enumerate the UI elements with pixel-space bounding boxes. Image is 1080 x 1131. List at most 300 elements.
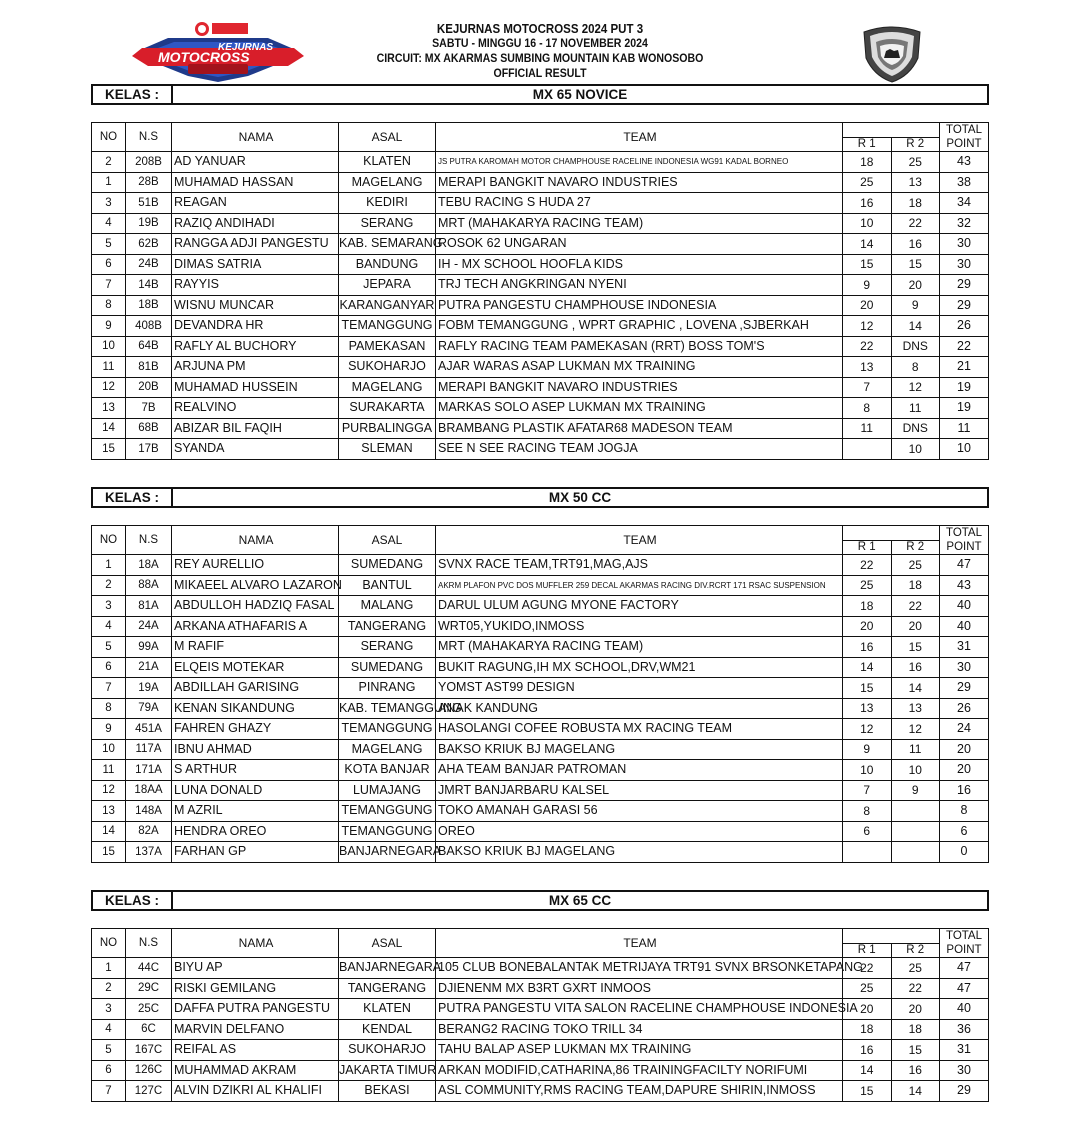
- cell-r2: 13: [891, 698, 940, 719]
- cell-asal: MALANG: [339, 596, 436, 617]
- cell-total: 47: [940, 958, 989, 979]
- cell-no: 2: [92, 152, 126, 173]
- cell-team: MRT (MAHAKARYA RACING TEAM): [436, 637, 843, 658]
- cell-nama: HENDRA OREO: [172, 821, 339, 842]
- cell-r2: [891, 801, 940, 822]
- kelas-value: MX 50 CC: [548, 490, 612, 505]
- cell-team: IH - MX SCHOOL HOOFLA KIDS: [436, 254, 843, 275]
- cell-nama: FARHAN GP: [172, 842, 339, 863]
- col-r1: R 1: [843, 540, 892, 555]
- cell-no: 3: [92, 596, 126, 617]
- table-row: [92, 1081, 989, 1102]
- table-row: [92, 1040, 989, 1061]
- cell-nama: MUHAMMAD AKRAM: [172, 1060, 339, 1081]
- cell-nama: REALVINO: [172, 398, 339, 419]
- col-r2: R 2: [891, 943, 940, 958]
- table-row: [92, 596, 989, 617]
- cell-asal: MAGELANG: [339, 739, 436, 760]
- cell-nama: AD YANUAR: [172, 152, 339, 173]
- table-row: [92, 555, 989, 576]
- cell-r1: 14: [843, 657, 892, 678]
- cell-total: 20: [940, 739, 989, 760]
- col-nama: NAMA: [172, 123, 339, 152]
- section-mx65-cc: [91, 890, 989, 1102]
- results-table: [91, 928, 989, 1102]
- cell-total: 43: [940, 152, 989, 173]
- cell-no: 11: [92, 357, 126, 378]
- cell-no: 12: [92, 377, 126, 398]
- cell-asal: SUMEDANG: [339, 657, 436, 678]
- cell-total: 16: [940, 780, 989, 801]
- col-no: NO: [92, 526, 126, 555]
- cell-ns: 82A: [126, 821, 172, 842]
- cell-team: JS PUTRA KAROMAH MOTOR CHAMPHOUSE RACELINE INDONESIA WG91 KADAL BORNEO: [436, 152, 843, 173]
- svg-text:KEJURNAS: KEJURNAS: [218, 42, 274, 53]
- cell-team: YOMST AST99 DESIGN: [436, 678, 843, 699]
- col-ns: N.S: [126, 526, 172, 555]
- cell-asal: SERANG: [339, 637, 436, 658]
- cell-nama: ELQEIS MOTEKAR: [172, 657, 339, 678]
- cell-total: 30: [940, 657, 989, 678]
- cell-total: 6: [940, 821, 989, 842]
- cell-no: 5: [92, 1040, 126, 1061]
- cell-r1: 14: [843, 1060, 892, 1081]
- cell-nama: BIYU AP: [172, 958, 339, 979]
- cell-no: 4: [92, 1019, 126, 1040]
- cell-r1: 8: [843, 398, 892, 419]
- cell-nama: REAGAN: [172, 193, 339, 214]
- table-row: [92, 657, 989, 678]
- cell-team: ANAK KANDUNG: [436, 698, 843, 719]
- cell-r1: 7: [843, 377, 892, 398]
- cell-r2: 8: [891, 357, 940, 378]
- cell-total: 31: [940, 637, 989, 658]
- cell-r2: 14: [891, 316, 940, 337]
- table-row: [92, 357, 989, 378]
- cell-r1: 13: [843, 698, 892, 719]
- kelas-label: KELAS :: [93, 86, 173, 103]
- table-row: [92, 780, 989, 801]
- cell-r1: 18: [843, 152, 892, 173]
- cell-nama: REY AURELLIO: [172, 555, 339, 576]
- kelas-label: KELAS :: [93, 892, 173, 909]
- cell-no: 5: [92, 234, 126, 255]
- cell-r2: 11: [891, 398, 940, 419]
- cell-total: 34: [940, 193, 989, 214]
- cell-team: SVNX RACE TEAM,TRT91,MAG,AJS: [436, 555, 843, 576]
- cell-no: 6: [92, 657, 126, 678]
- cell-r2: DNS: [891, 418, 940, 439]
- cell-nama: RANGGA ADJI PANGESTU: [172, 234, 339, 255]
- cell-asal: JEPARA: [339, 275, 436, 296]
- cell-r1: 25: [843, 172, 892, 193]
- cell-ns: 19A: [126, 678, 172, 699]
- cell-asal: JAKARTA TIMUR: [339, 1060, 436, 1081]
- cell-r2: 15: [891, 637, 940, 658]
- cell-team: DJIENENM MX B3RT GXRT INMOOS: [436, 978, 843, 999]
- cell-ns: 29C: [126, 978, 172, 999]
- cell-r1: 7: [843, 780, 892, 801]
- table-row: [92, 316, 989, 337]
- kelas-bar: [91, 890, 989, 911]
- cell-no: 13: [92, 398, 126, 419]
- table-row: [92, 821, 989, 842]
- col-team: TEAM: [436, 123, 843, 152]
- col-race-group: [843, 123, 940, 138]
- cell-no: 9: [92, 316, 126, 337]
- cell-team: MRT (MAHAKARYA RACING TEAM): [436, 213, 843, 234]
- table-row: [92, 698, 989, 719]
- cell-r1: 12: [843, 719, 892, 740]
- event-subtitle: OFFICIAL RESULT: [493, 68, 587, 80]
- cell-nama: ABIZAR BIL FAQIH: [172, 418, 339, 439]
- cell-ns: 20B: [126, 377, 172, 398]
- cell-total: 10: [940, 439, 989, 460]
- cell-asal: BANJARNEGARA: [339, 958, 436, 979]
- cell-total: 47: [940, 978, 989, 999]
- cell-ns: 167C: [126, 1040, 172, 1061]
- cell-asal: LUMAJANG: [339, 780, 436, 801]
- cell-ns: 14B: [126, 275, 172, 296]
- table-row: [92, 295, 989, 316]
- col-team: TEAM: [436, 929, 843, 958]
- cell-r2: 11: [891, 739, 940, 760]
- cell-nama: ARKANA ATHAFARIS A: [172, 616, 339, 637]
- col-asal: ASAL: [339, 526, 436, 555]
- cell-ns: 148A: [126, 801, 172, 822]
- cell-ns: 81B: [126, 357, 172, 378]
- cell-team: BERANG2 RACING TOKO TRILL 34: [436, 1019, 843, 1040]
- cell-no: 6: [92, 1060, 126, 1081]
- cell-no: 15: [92, 842, 126, 863]
- table-row: [92, 377, 989, 398]
- cell-total: 19: [940, 398, 989, 419]
- col-r1: R 1: [843, 943, 892, 958]
- cell-total: 26: [940, 316, 989, 337]
- cell-asal: PURBALINGGA: [339, 418, 436, 439]
- cell-r2: 20: [891, 275, 940, 296]
- col-no: NO: [92, 929, 126, 958]
- cell-total: 29: [940, 678, 989, 699]
- table-row: [92, 760, 989, 781]
- cell-nama: KENAN SIKANDUNG: [172, 698, 339, 719]
- cell-asal: KLATEN: [339, 152, 436, 173]
- cell-asal: BEKASI: [339, 1081, 436, 1102]
- col-ns: N.S: [126, 929, 172, 958]
- cell-ns: 408B: [126, 316, 172, 337]
- cell-no: 14: [92, 821, 126, 842]
- col-total: TOTAL POINT: [940, 123, 989, 152]
- cell-asal: MAGELANG: [339, 172, 436, 193]
- col-nama: NAMA: [172, 929, 339, 958]
- cell-asal: SUMEDANG: [339, 555, 436, 576]
- cell-nama: RISKI GEMILANG: [172, 978, 339, 999]
- cell-r1: 20: [843, 999, 892, 1020]
- cell-r1: 14: [843, 234, 892, 255]
- cell-r1: 10: [843, 213, 892, 234]
- section-mx50-cc: [91, 487, 989, 863]
- cell-team: OREO: [436, 821, 843, 842]
- cell-ns: 451A: [126, 719, 172, 740]
- cell-nama: ABDILLAH GARISING: [172, 678, 339, 699]
- cell-r2: 20: [891, 999, 940, 1020]
- cell-r1: 18: [843, 1019, 892, 1040]
- table-row: [92, 999, 989, 1020]
- cell-nama: MARVIN DELFANO: [172, 1019, 339, 1040]
- cell-r2: 10: [891, 760, 940, 781]
- cell-r1: 15: [843, 254, 892, 275]
- table-row: [92, 616, 989, 637]
- cell-no: 7: [92, 678, 126, 699]
- cell-ns: 68B: [126, 418, 172, 439]
- cell-asal: BANDUNG: [339, 254, 436, 275]
- cell-r2: 15: [891, 1040, 940, 1061]
- cell-no: 10: [92, 336, 126, 357]
- cell-team: ASL COMMUNITY,RMS RACING TEAM,DAPURE SHIRIN,INMOSS: [436, 1081, 843, 1102]
- cell-no: 6: [92, 254, 126, 275]
- col-team: TEAM: [436, 526, 843, 555]
- cell-no: 14: [92, 418, 126, 439]
- cell-total: 0: [940, 842, 989, 863]
- cell-team: 105 CLUB BONEBALANTAK METRIJAYA TRT91 SVNX BRSONKETAPANG: [436, 958, 843, 979]
- cell-no: 10: [92, 739, 126, 760]
- kelas-bar: [91, 487, 989, 508]
- cell-r1: 25: [843, 575, 892, 596]
- col-race-group: [843, 929, 940, 944]
- cell-no: 5: [92, 637, 126, 658]
- cell-nama: MIKAEEL ALVARO LAZARON: [172, 575, 339, 596]
- results-body: [92, 152, 989, 460]
- cell-asal: TANGERANG: [339, 978, 436, 999]
- table-row: [92, 801, 989, 822]
- col-total: TOTAL POINT: [940, 929, 989, 958]
- cell-r2: DNS: [891, 336, 940, 357]
- cell-team: MERAPI BANGKIT NAVARO INDUSTRIES: [436, 172, 843, 193]
- cell-team: FOBM TEMANGGUNG , WPRT GRAPHIC , LOVENA ,SJBERKAH: [436, 316, 843, 337]
- table-row: [92, 152, 989, 173]
- table-row: [92, 275, 989, 296]
- table-row: [92, 213, 989, 234]
- cell-team: HASOLANGI COFEE ROBUSTA MX RACING TEAM: [436, 719, 843, 740]
- cell-ns: 99A: [126, 637, 172, 658]
- cell-nama: WISNU MUNCAR: [172, 295, 339, 316]
- kelas-bar: [91, 84, 989, 105]
- cell-total: 36: [940, 1019, 989, 1040]
- cell-team: TAHU BALAP ASEP LUKMAN MX TRAINING: [436, 1040, 843, 1061]
- table-row: [92, 719, 989, 740]
- cell-asal: SUKOHARJO: [339, 357, 436, 378]
- cell-r1: 13: [843, 357, 892, 378]
- cell-asal: TEMANGGUNG: [339, 821, 436, 842]
- cell-team: WRT05,YUKIDO,INMOSS: [436, 616, 843, 637]
- table-row: [92, 418, 989, 439]
- cell-total: 40: [940, 616, 989, 637]
- results-body: [92, 555, 989, 863]
- cell-team: AKRM PLAFON PVC DOS MUFFLER 259 DECAL AKARMAS RACING DIV.RCRT 171 RSAC SUSPENSION: [436, 575, 843, 596]
- cell-asal: BANTUL: [339, 575, 436, 596]
- cell-team: RAFLY RACING TEAM PAMEKASAN (RRT) BOSS TOM'S: [436, 336, 843, 357]
- cell-r2: 18: [891, 193, 940, 214]
- kelas-label: KELAS :: [93, 489, 173, 506]
- cell-ns: 208B: [126, 152, 172, 173]
- cell-nama: SYANDA: [172, 439, 339, 460]
- cell-r2: 12: [891, 719, 940, 740]
- cell-r1: [843, 439, 892, 460]
- cell-total: 21: [940, 357, 989, 378]
- cell-total: 29: [940, 275, 989, 296]
- cell-asal: TANGERANG: [339, 616, 436, 637]
- cell-no: 1: [92, 172, 126, 193]
- cell-team: BUKIT RAGUNG,IH MX SCHOOL,DRV,WM21: [436, 657, 843, 678]
- results-table: [91, 122, 989, 460]
- cell-r2: [891, 842, 940, 863]
- cell-ns: 18B: [126, 295, 172, 316]
- cell-r1: 15: [843, 1081, 892, 1102]
- col-r2: R 2: [891, 540, 940, 555]
- cell-total: 40: [940, 999, 989, 1020]
- cell-r2: 16: [891, 1060, 940, 1081]
- cell-total: 20: [940, 760, 989, 781]
- cell-asal: TEMANGGUNG: [339, 801, 436, 822]
- cell-ns: 24A: [126, 616, 172, 637]
- cell-team: MARKAS SOLO ASEP LUKMAN MX TRAINING: [436, 398, 843, 419]
- cell-nama: S ARTHUR: [172, 760, 339, 781]
- cell-asal: BANJARNEGARA: [339, 842, 436, 863]
- cell-ns: 64B: [126, 336, 172, 357]
- cell-r1: 25: [843, 978, 892, 999]
- cell-team: ARKAN MODIFID,CATHARINA,86 TRAININGFACILTY NORIFUMI: [436, 1060, 843, 1081]
- cell-asal: SERANG: [339, 213, 436, 234]
- cell-no: 4: [92, 616, 126, 637]
- cell-ns: 6C: [126, 1019, 172, 1040]
- cell-nama: IBNU AHMAD: [172, 739, 339, 760]
- cell-no: 15: [92, 439, 126, 460]
- cell-ns: 18AA: [126, 780, 172, 801]
- cell-r2: 20: [891, 616, 940, 637]
- cell-nama: RAZIQ ANDIHADI: [172, 213, 339, 234]
- cell-ns: 171A: [126, 760, 172, 781]
- table-row: [92, 172, 989, 193]
- col-nama: NAMA: [172, 526, 339, 555]
- table-row: [92, 958, 989, 979]
- cell-ns: 44C: [126, 958, 172, 979]
- cell-asal: KARANGANYAR: [339, 295, 436, 316]
- cell-asal: MAGELANG: [339, 377, 436, 398]
- table-row: [92, 336, 989, 357]
- cell-r2: 12: [891, 377, 940, 398]
- cell-no: 7: [92, 1081, 126, 1102]
- cell-r2: 9: [891, 295, 940, 316]
- cell-r2: 25: [891, 958, 940, 979]
- cell-asal: PAMEKASAN: [339, 336, 436, 357]
- kelas-value: MX 65 CC: [548, 893, 612, 908]
- table-row: [92, 575, 989, 596]
- cell-total: 47: [940, 555, 989, 576]
- cell-asal: SLEMAN: [339, 439, 436, 460]
- cell-no: 1: [92, 958, 126, 979]
- cell-total: 30: [940, 1060, 989, 1081]
- cell-team: AHA TEAM BANJAR PATROMAN: [436, 760, 843, 781]
- cell-total: 26: [940, 698, 989, 719]
- cell-r2: 10: [891, 439, 940, 460]
- cell-asal: TEMANGGUNG: [339, 316, 436, 337]
- cell-ns: 127C: [126, 1081, 172, 1102]
- cell-total: 24: [940, 719, 989, 740]
- cell-asal: SURAKARTA: [339, 398, 436, 419]
- cell-r1: 9: [843, 739, 892, 760]
- cell-team: TRJ TECH ANGKRINGAN NYENI: [436, 275, 843, 296]
- cell-asal: KAB. SEMARANG: [339, 234, 436, 255]
- cell-no: 3: [92, 193, 126, 214]
- col-asal: ASAL: [339, 123, 436, 152]
- cell-no: 1: [92, 555, 126, 576]
- cell-total: 31: [940, 1040, 989, 1061]
- table-row: [92, 254, 989, 275]
- cell-nama: FAHREN GHAZY: [172, 719, 339, 740]
- cell-total: 29: [940, 1081, 989, 1102]
- col-asal: ASAL: [339, 929, 436, 958]
- cell-asal: PINRANG: [339, 678, 436, 699]
- section-mx65-novice: [91, 84, 989, 460]
- cell-asal: KOTA BANJAR: [339, 760, 436, 781]
- cell-total: 22: [940, 336, 989, 357]
- cell-ns: 62B: [126, 234, 172, 255]
- cell-ns: 79A: [126, 698, 172, 719]
- cell-r2: 14: [891, 1081, 940, 1102]
- cell-team: BRAMBANG PLASTIK AFATAR68 MADESON TEAM: [436, 418, 843, 439]
- cell-r2: 22: [891, 213, 940, 234]
- col-r1: R 1: [843, 137, 892, 152]
- cell-nama: ALVIN DZIKRI AL KHALIFI: [172, 1081, 339, 1102]
- table-row: [92, 234, 989, 255]
- cell-asal: SUKOHARJO: [339, 1040, 436, 1061]
- cell-team: PUTRA PANGESTU VITA SALON RACELINE CHAMPHOUSE INDONESIA: [436, 999, 843, 1020]
- cell-nama: DIMAS SATRIA: [172, 254, 339, 275]
- cell-r1: 22: [843, 958, 892, 979]
- cell-nama: DEVANDRA HR: [172, 316, 339, 337]
- cell-r1: 22: [843, 555, 892, 576]
- table-row: [92, 398, 989, 419]
- cell-team: MERAPI BANGKIT NAVARO INDUSTRIES: [436, 377, 843, 398]
- document-header: [0, 0, 1080, 84]
- cell-r1: 22: [843, 336, 892, 357]
- cell-ns: 137A: [126, 842, 172, 863]
- cell-team: PUTRA PANGESTU CHAMPHOUSE INDONESIA: [436, 295, 843, 316]
- cell-ns: 18A: [126, 555, 172, 576]
- cell-r2: 22: [891, 978, 940, 999]
- cell-ns: 126C: [126, 1060, 172, 1081]
- cell-r2: 13: [891, 172, 940, 193]
- cell-no: 11: [92, 760, 126, 781]
- cell-ns: 24B: [126, 254, 172, 275]
- event-titles: [319, 22, 761, 82]
- cell-r1: 12: [843, 316, 892, 337]
- table-row: [92, 842, 989, 863]
- cell-asal: KENDAL: [339, 1019, 436, 1040]
- cell-nama: ABDULLOH HADZIQ FASAL: [172, 596, 339, 617]
- cell-r1: 16: [843, 193, 892, 214]
- cell-ns: 19B: [126, 213, 172, 234]
- cell-r2: 15: [891, 254, 940, 275]
- cell-total: 8: [940, 801, 989, 822]
- col-total: TOTAL POINT: [940, 526, 989, 555]
- cell-no: 13: [92, 801, 126, 822]
- cell-r1: 16: [843, 1040, 892, 1061]
- cell-team: ROSOK 62 UNGARAN: [436, 234, 843, 255]
- cell-ns: 17B: [126, 439, 172, 460]
- cell-r1: 9: [843, 275, 892, 296]
- cell-total: 40: [940, 596, 989, 617]
